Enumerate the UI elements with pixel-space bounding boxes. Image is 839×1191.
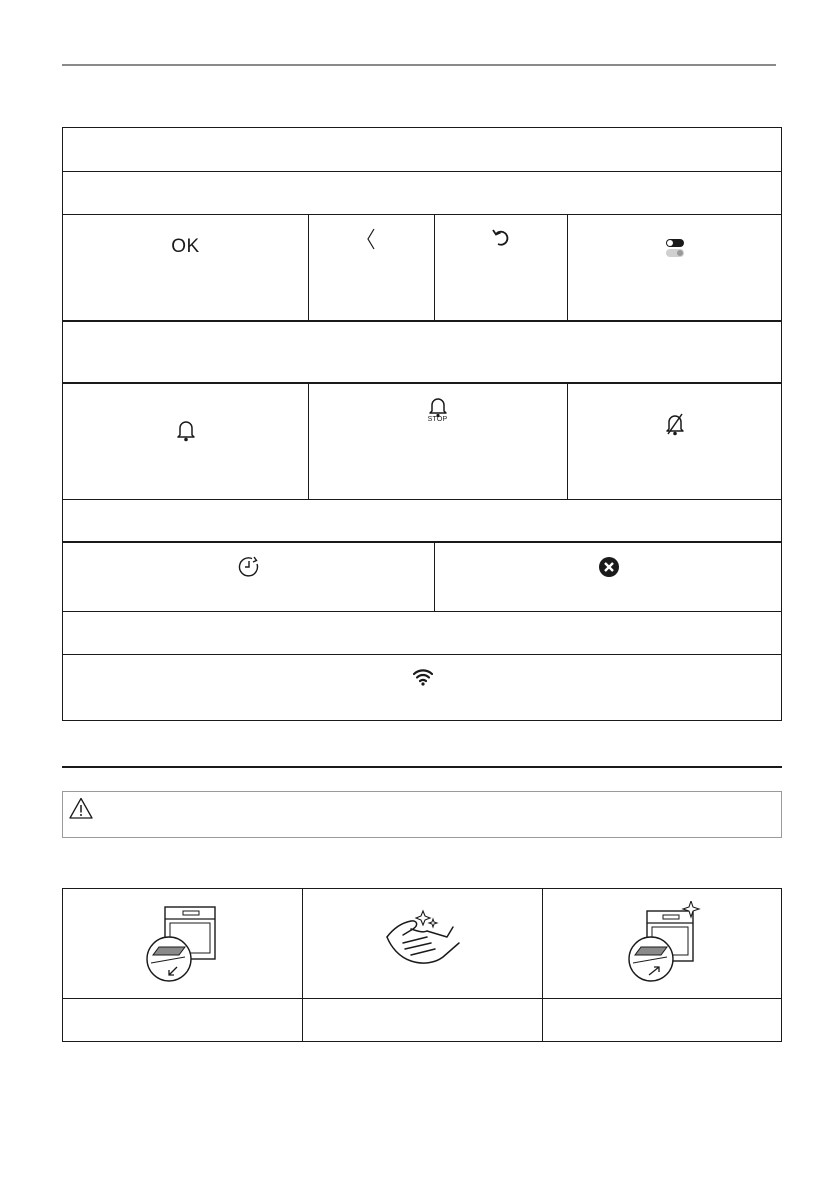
row-divider (63, 654, 781, 655)
toggle-cell (567, 238, 783, 258)
top-divider (62, 64, 776, 66)
timer-icon (238, 556, 260, 578)
row-divider (63, 611, 781, 612)
bell-stop-cell (308, 396, 567, 423)
undo-cell (434, 228, 567, 248)
bell-off-icon (665, 412, 685, 436)
wifi-cell (413, 668, 433, 686)
hands-clean-icon (383, 907, 463, 971)
row-divider (63, 171, 781, 172)
oven-insert-tray-icon (619, 901, 703, 983)
row-divider (63, 499, 781, 500)
warning-triangle-icon (69, 797, 93, 819)
row-divider (63, 214, 781, 215)
chevron-left-cell (308, 228, 434, 250)
bell-stop-icon (428, 396, 448, 418)
controls-table (62, 127, 782, 721)
row-divider (63, 320, 781, 322)
care-table (62, 888, 782, 1042)
cancel-circle-icon (598, 556, 620, 578)
toggle-settings-icon (665, 238, 685, 258)
undo-icon (491, 228, 511, 248)
row-divider (63, 998, 781, 999)
ok-label: OK (171, 236, 200, 257)
chevron-left-icon (366, 228, 376, 250)
oven-remove-tray-icon (137, 903, 221, 983)
ok-cell (63, 236, 308, 258)
wifi-icon (413, 668, 433, 686)
stop-label: STOP (427, 416, 448, 423)
timer-cell (63, 556, 434, 578)
row-divider (63, 541, 781, 543)
bell-icon (176, 418, 196, 442)
bell-cell (63, 418, 308, 442)
row-divider (63, 382, 781, 384)
section-divider (62, 766, 782, 768)
warning-box (62, 791, 782, 838)
cancel-cell (434, 556, 783, 578)
bell-off-cell (567, 412, 783, 436)
